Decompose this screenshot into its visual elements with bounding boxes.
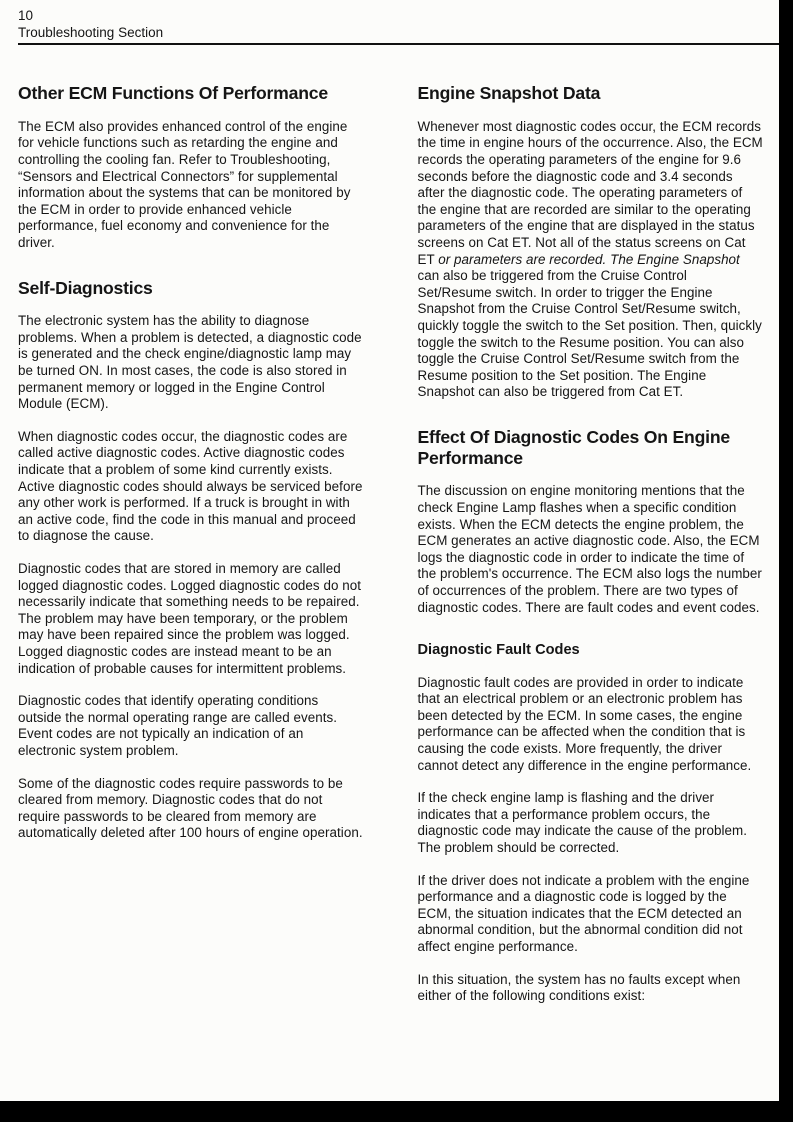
page-header [0, 0, 793, 40]
paragraph: If the driver does not indicate a problem with the engine performance and a diagnostic code is logged by the ECM, the situation indicates that the ECM detected an abnormal condition, but the abnormal condition did not affect engine performance. [417, 872, 750, 954]
paragraph: Diagnostic codes that are stored in memory are called logged diagnostic codes. Logged diagnostic codes do not necessarily indicate that something needs to be repaired. The problem may have been temporary, or the problem may have been repaired since the problem was logged. Logged diagnostic codes are instead meant to be an indication of probable causes for intermittent problems. [18, 561, 361, 676]
heading-self-diagnostics: Self-Diagnostics [18, 277, 153, 298]
paragraph: The discussion on engine monitoring mentions that the check Engine Lamp flashes when a specific condition exists. When the ECM detects the engine problem, the ECM generates an active diagnostic code. Also, the ECM logs the diagnostic code in order to indicate the time of the problem's occurrence. The ECM also logs the number of occurrences of the problem. There are two types of diagnostic codes. There are fault codes and event codes. [417, 483, 762, 615]
paragraph-text: Whenever most diagnostic codes occur, the ECM records the time in engine hours of the occurrence. Also, the ECM records the operating parameters of the engine for 9.6 seconds before the diagnostic code and 3.4 seconds after the diagnostic code. The operating parameters of the engine that are recorded are similar to the operating parameters of the engine that are displayed in the status screens on Cat ET. Not all of the status screens on Cat ET [417, 118, 763, 267]
page-edge-bottom-bar [0, 1101, 793, 1122]
page-content [0, 45, 793, 1021]
subheading-diagnostic-fault-codes: Diagnostic Fault Codes [417, 642, 580, 659]
paragraph: When diagnostic codes occur, the diagnostic codes are called active diagnostic codes. Active diagnostic codes indicate that a problem of some kind currently exists. Active diagnostic codes should always be serviced before any other work is performed. If a truck is brought in with an active code, find the code in this manual and proceed to diagnose the cause. [18, 428, 363, 544]
paragraph: Diagnostic codes that identify operating conditions outside the normal operating range are called events. Event codes are not typically an indication of an electronic system problem. [18, 693, 338, 758]
paragraph: Some of the diagnostic codes require passwords to be cleared from memory. Diagnostic codes that do not require passwords to be cleared from memory are automatically deleted after 100 hours of engine operation. [18, 775, 363, 841]
page-number: 10 [18, 8, 34, 23]
paragraph [418, 119, 764, 401]
paragraph-italic-text: or parameters are recorded. The Engine Snapshot [438, 251, 740, 267]
paragraph: The electronic system has the ability to diagnose problems. When a problem is detected, a diagnostic code is generated and the check engine/diagnostic lamp may be turned ON. In most cases, the code is also stored in permanent memory or logged in the Engine Control Module (ECM). [18, 313, 362, 412]
heading-other-ecm-functions: Other ECM Functions Of Performance [18, 83, 328, 104]
heading-effect-of-diagnostic-codes: Effect Of Diagnostic Codes On Engine Performance [417, 426, 730, 468]
heading-engine-snapshot-data: Engine Snapshot Data [417, 83, 601, 104]
section-title: Troubleshooting Section [18, 24, 164, 40]
paragraph: In this situation, the system has no faults except when either of the following conditions exist: [417, 971, 741, 1004]
left-column [18, 57, 364, 1021]
paragraph: The ECM also provides enhanced control of the engine for vehicle functions such as retarding the engine and controlling the cooling fan. Refer to Troubleshooting, “Sensors and Electrical Connectors” for supplemental information about the systems that can be monitored by the ECM in order to provide enhanced vehicle performance, fuel economy and convenience for the driver. [18, 118, 351, 250]
paragraph: Diagnostic fault codes are provided in order to indicate that an electrical problem or an electronic problem has been detected by the ECM. In some cases, the engine performance can be affected when the condition that is causing the code exists. More frequently, the driver cannot detect any difference in the engine performance. [417, 674, 752, 773]
paragraph: If the check engine lamp is flashing and the driver indicates that a performance problem occurs, the diagnostic code may indicate the cause of the problem. The problem should be corrected. [417, 790, 747, 855]
page-edge-right-bar [779, 0, 793, 1122]
paragraph-text: can also be triggered from the Cruise Control Set/Resume switch. In order to trigger the Engine Snapshot from the Cruise Control Set/Resume switch, quickly toggle the switch to the Set position. Then, quickly toggle the switch to the Resume position. You can also toggle the Cruise Control Set/Resume switch from the Resume position to the Set position. The Engine Snapshot can also be triggered from Cat ET. [417, 268, 762, 400]
right-column [418, 57, 764, 1021]
